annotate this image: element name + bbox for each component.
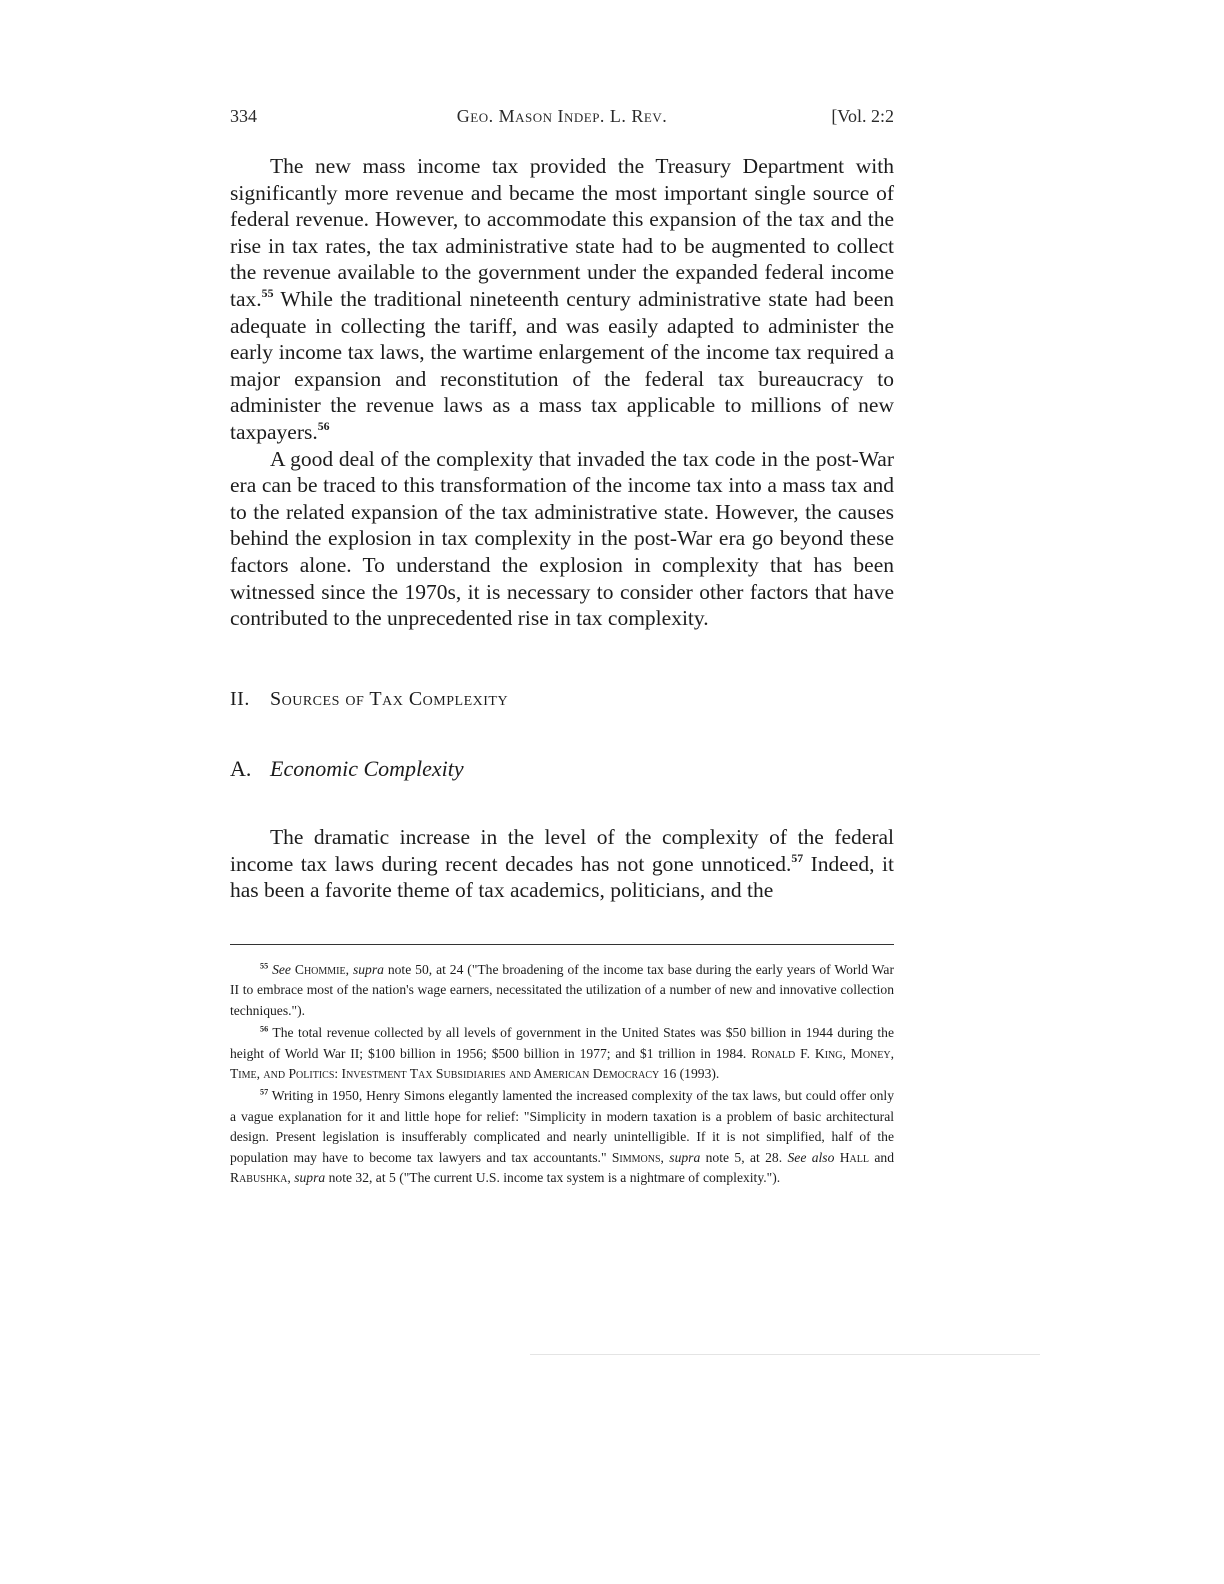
running-header [230,106,894,130]
footnote-ref-57[interactable]: 57 [791,850,804,865]
volume-label: [Vol. 2:2 [831,106,894,126]
footnote-ref-56[interactable]: 56 [317,419,330,434]
section-number: II. [230,688,250,710]
footnotes [230,960,894,1190]
footnote-57: $^{57}$ Writing in 1950, Henry Simons elegantly lamented the increased complexity of the tax laws, but could offer only a vague explanation for it and little hope for relief: "Simplicity in modern taxation is a problem of basic architectural design. Present legislation is insufferably complicated and nearly unintelligible. If it is not simplified, half of the population may have to become tax lawyers and tax accountants." Simmons, supra note 5, at 28. See also Hall and Rabushka, supra note 32, at 5 ("The current U.S. income tax system is a nightmare of complexity."). [230,1087,894,1186]
section-heading [230,688,508,711]
scan-artifact-line [530,1354,1040,1355]
footnote-ref-55[interactable]: 55 [261,286,274,301]
section-title: Sources of Tax Complexity [270,688,509,710]
paragraph-1: The new mass income tax provided the Treasury Department with significantly more revenue and became the most important single source of federal revenue. However, to accommodate this expansion of the tax and the rise in tax rates, the tax administrative state had to be augmented to collect the revenue available to the government under the expanded federal income tax.$^{55}$ While the traditional nineteenth century administrative state had been adequate in collecting the tariff, and was easily adapted to administer the early income tax laws, the wartime enlargement of the income tax required a major expansion and reconstitution of the federal tax bureaucracy to administer the revenue laws as a mass tax applicable to millions of new taxpayers.$^{56}$ [230,154,894,444]
footnote-55: $^{55}$ See Chommie, supra note 50, at 24 ("The broadening of the income tax base during the early years of World War II to embrace most of the nation's wage earners, necessitated the utilization of a number of new and innovative collection techniques."). [230,961,894,1018]
subsection-number: A. [230,756,252,781]
paragraph-2: A good deal of the complexity that invaded the tax code in the post-War era can be traced to this transformation of the income tax into a mass tax and to the related expansion of the tax administrative state. However, the causes behind the explosion in tax complexity in the post-War era go beyond these factors alone. To understand the explosion in complexity that has been witnessed since the 1970s, it is necessary to consider other factors that have contributed to the unprecedented rise in tax complexity. [230,446,894,631]
footnote-divider [230,944,894,945]
subsection-heading [230,756,464,782]
body-text-2 [230,824,894,904]
footnote-56: $^{56}$ The total revenue collected by all levels of government in the United States was $50 billion in 1944 during the height of World War II; $100 billion in 1956; $500 billion in 1977; and $1 trillion in 1984. Ronald F. King, Money, Time, and Politics: Investment Tax Subsidiaries and American Democracy 16 (1993). [230,1024,894,1082]
subsection-title: Economic Complexity [270,756,464,781]
journal-title: Geo. Mason Indep. L. Rev. [456,106,668,126]
paragraph-3: The dramatic increase in the level of the complexity of the federal income tax laws during recent decades has not gone unnoticed.$^{57}$ Indeed, it has been a favorite theme of tax academics, politicians, and the [230,825,894,903]
body-text [230,153,894,632]
page-number: 334 [230,106,257,126]
